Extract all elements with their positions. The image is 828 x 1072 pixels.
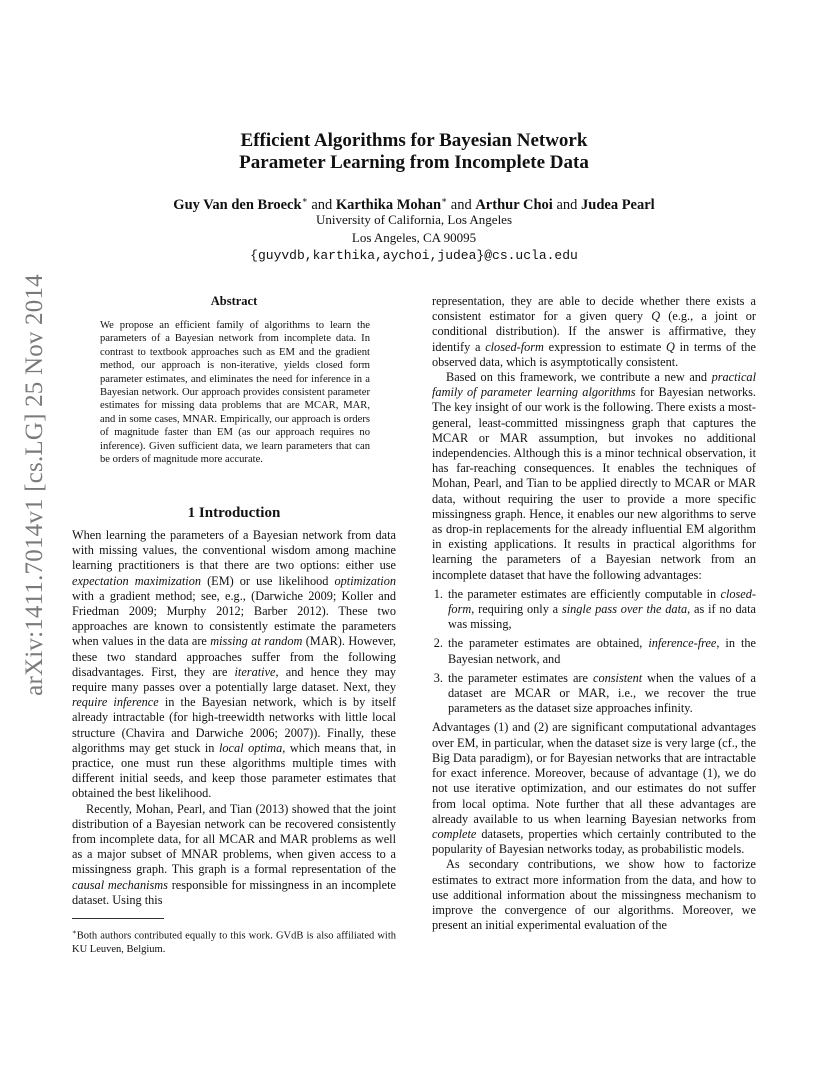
text-run: , in the Bayesian network, and	[448, 636, 757, 666]
text-run: the parameter estimates are efficiently computable in	[448, 586, 721, 601]
text-run: representation, they are able to decide whether there exists a consistent estimator for a given query	[432, 294, 756, 324]
text-run: the parameter estimates are	[448, 670, 593, 685]
emphasis: causal mechanisms	[72, 877, 168, 892]
author-emails: {guyvdb,karthika,aychoi,judea}@cs.ucla.edu	[250, 248, 578, 263]
text-run: expression to estimate	[543, 339, 667, 354]
text-run: for Bayesian networks. The key insight of our work is the following. There exists a most-general, least-committed missingness graph that captures the MCAR or MAR assumption, but invokes no additional independencies. Although this is a minor technical observation, it has far-reaching consequences. It enables the techniques of Mohan, Pearl, and Tian to be applied directly to MCAR or MAR data, without requiring the user to provide a more specific missingness graph. Hence, it enables our new algorithms to serve as drop-in replacements for the already influential EM algorithm in existing applications. It results in practical algorithms for learning the parameters of a Bayesian network from an incomplete dataset that have the following advantages:	[432, 385, 757, 582]
text-run: responsible for missingness in an incomplete dataset. Using this	[72, 877, 396, 907]
text-run: when the values of a dataset are MCAR or MAR, i.e., we recover the true parameters as the dataset size approaches infinity.	[448, 670, 756, 716]
affiliation-line-2: Los Angeles, CA 90095	[351, 230, 477, 245]
emphasis: optimization	[334, 573, 396, 588]
emphasis: inference-free	[648, 636, 717, 651]
abstract-text: We propose an efficient family of algorithms to learn the parameters of a Bayesian network from incomplete data. In contrast to textbook approaches such as EM and the gradient method, our approach is non-iterative, yields closed form parameter estimates, and eliminates the need for inference in a Bayesian network. Our approach provides consistent parameter estimates for missing data problems that are MCAR, MAR, and in some cases, MNAR. Empirically, our approach is orders of magnitude faster than EM (as our approach requires no inference). Given sufficient data, we learn parameters that can be orders of magnitude more accurate.	[100, 320, 370, 466]
author-name: Judea Pearl	[581, 196, 655, 213]
text-run: in the Bayesian network, which is by itself already intractable (for high-treewidth networks with little local structure (Chavira and Darwiche 2006; 2007)). Finally, these algorithms may get stuck in	[72, 695, 396, 755]
text-run: As secondary contributions, we show how to factorize estimates to extract more information from the data, and how to use additional information about the missingness mechanism to improve the convergence of our algorithms. Moreover, we present an initial experimental evaluation of the	[432, 857, 756, 933]
footnote-mark: ∗	[72, 928, 77, 936]
author-name: Karthika Mohan	[335, 196, 442, 213]
emphasis: iterative	[234, 664, 276, 679]
section-heading-introduction: 1 Introduction	[187, 505, 281, 521]
emphasis: require inference	[72, 695, 159, 710]
intro-paragraph-2	[72, 802, 396, 908]
advantages-list	[432, 587, 756, 717]
emphasis: closed-form	[448, 586, 756, 617]
intro-paragraph-4	[432, 370, 756, 583]
emphasis: complete	[432, 826, 477, 841]
intro-paragraph-6	[432, 857, 756, 933]
text-run: the parameter estimates are obtained,	[448, 636, 649, 651]
intro-paragraph-3	[432, 294, 756, 370]
footnote	[72, 926, 396, 956]
footnote-rule	[72, 918, 164, 919]
text-run: in terms of the observed data, which is asymptotically consistent.	[432, 339, 756, 369]
emphasis: consistent	[592, 670, 643, 685]
list-item	[446, 587, 756, 633]
author-name: Arthur Choi	[475, 196, 553, 213]
math-symbol: Q	[651, 309, 661, 324]
emphasis: missing at random	[210, 634, 303, 649]
text-run: with a gradient method; see, e.g., (Darwiche 2009; Koller and Friedman 2009; Murphy 2012; Barber 2012). These two approaches are known to consistently estimate the parameters when values in the data are	[72, 588, 396, 649]
emphasis: local optima	[218, 740, 283, 755]
text-run: (e.g., a joint or conditional distribution). If the answer is affirmative, they identify a	[432, 309, 756, 354]
text-run: Recently, Mohan, Pearl, and Tian (2013) showed that the joint distribution of a Bayesian network can be recovered consistently from incomplete data, for all MCAR and MAR problems as well as a major subset of MNAR problems, when given access to a missingness graph. This graph is a formal representation of the	[72, 801, 396, 877]
right-column	[432, 294, 756, 933]
arxiv-stamp	[18, 274, 52, 696]
text-run: (EM) or use likelihood	[201, 573, 335, 588]
paper-title	[0, 130, 828, 174]
list-item	[446, 636, 756, 666]
emphasis: practical family of parameter learning algorithms	[432, 370, 756, 400]
affiliation-line-1: University of California, Los Angeles	[315, 212, 513, 227]
text-run: Advantages (1) and (2) are significant computational advantages over EM, in particular, when the dataset size is very large (cf., the Big Data paradigm), or for Bayesian networks that are intractable for exact inference. Moreover, because of advantage (1), we do not use iterative optimization, and our estimates do not suffer from local optima. Note further that all these advantages are already available to us when learning Bayesian networks from	[432, 720, 756, 826]
equal-contribution-mark: ∗	[441, 195, 448, 205]
text-run: When learning the parameters of a Bayesian network from data with missing values, the conventional wisdom among machine learning practitioners is that there are two options: either use	[72, 528, 396, 573]
text-run: datasets, properties which certainly contributed to the popularity of Bayesian networks today, as probabilistic models.	[432, 826, 756, 857]
left-column	[72, 528, 396, 908]
author-name: Guy Van den Broeck	[173, 196, 302, 213]
text-run: , which means that, in practice, one must run these algorithms multiple times with different initial seeds, and keep those parameter estimates that obtained the best likelihood.	[72, 740, 396, 801]
text-run: Based on this framework, we contribute a new and	[446, 370, 712, 385]
title-line-2: Parameter Learning from Incomplete Data	[239, 152, 589, 173]
math-symbol: Q	[666, 339, 675, 354]
author-separator: and	[450, 196, 472, 213]
title-line-1: Efficient Algorithms for Bayesian Network	[240, 130, 588, 151]
text-run: , requiring only a	[471, 602, 562, 617]
arxiv-identifier: arXiv:1411.7014v1 [cs.LG] 25 Nov 2014	[21, 274, 48, 696]
intro-paragraph-5	[432, 720, 756, 857]
emphasis: closed-form	[485, 339, 544, 354]
author-separator: and	[311, 196, 333, 213]
emphasis: single pass over the data	[561, 602, 688, 617]
equal-contribution-mark: ∗	[301, 195, 308, 205]
affiliation	[0, 211, 828, 265]
emphasis: expectation maximization	[72, 573, 202, 588]
footnote-text: Both authors contributed equally to this work. GVdB is also affiliated with KU Leuven, Belgium.	[72, 930, 396, 955]
abstract-heading: Abstract	[210, 294, 258, 308]
intro-paragraph-1	[72, 528, 396, 802]
text-run: , as if no data was missing,	[448, 602, 756, 632]
text-run: (MAR). However, these two standard approaches suffer from the following disadvantages. First, they are	[72, 634, 396, 679]
author-separator: and	[556, 196, 578, 213]
list-item	[446, 671, 756, 717]
text-run: , and hence they may require many passes over a potentially large dataset. Next, they	[72, 664, 396, 695]
